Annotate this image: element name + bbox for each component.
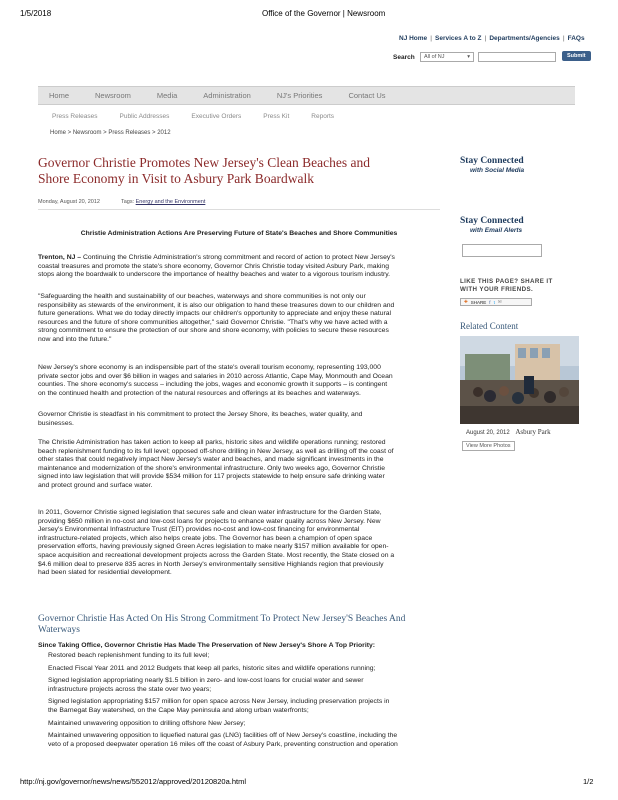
main-nav-administration[interactable]: Administration	[203, 91, 251, 100]
twitter-icon: t	[493, 299, 495, 305]
text-line: space acquisition and recreational development projects across the Garden State. Most recently, the State closed on a	[38, 551, 395, 559]
share-button[interactable]	[460, 298, 532, 306]
search-scope-value: All of NJ	[424, 54, 445, 60]
list-item	[48, 652, 448, 661]
text-line: businesses.	[38, 419, 74, 427]
list-lead: Since Taking Office, Governor Christie Has Made The Preservation of New Jersey's Shore A Top Priority:	[38, 642, 376, 649]
paragraph-6	[38, 509, 440, 578]
main-nav-newsroom[interactable]: Newsroom	[95, 91, 131, 100]
text-line: Enacted Fiscal Year 2011 and 2012 Budgets that keep all parks, historic sites and wildlife operations running;	[48, 664, 376, 672]
text-line: now and into the future."	[38, 335, 112, 343]
utility-nav: NJ Home | Services A to Z | Departments/Agencies | FAQs	[396, 35, 588, 42]
paragraph-1	[38, 254, 440, 280]
photo-place: Asbury Park	[515, 428, 551, 436]
heading-line: Waterways	[38, 625, 80, 635]
text-line: had been slated for residential development.	[38, 569, 172, 577]
text-line: preservation efforts, having previously signed Green Acres legislation to make nearly $157 million available for open-	[38, 543, 389, 551]
print-date: 1/5/2018	[20, 9, 52, 18]
print-title: Office of the Governor | Newsroom	[262, 9, 386, 18]
text-line: "Safeguarding the health and sustainability of our beaches, waterways and shore communities is not only our	[38, 293, 366, 300]
text-line: signed into law legislation that will provide $534 million for 117 projects statewide to help ensure safe drinking water	[38, 473, 385, 481]
text-line: Signed legislation appropriating nearly $1.5 billion in zero- and low-cost loans for crucial water and sewer	[48, 677, 364, 685]
main-nav-contact[interactable]: Contact Us	[348, 91, 386, 100]
title-line: Shore Economy in Visit to Asbury Park Boardwalk	[38, 171, 315, 186]
article-meta	[38, 199, 205, 205]
text-line: strong commitment to ensure the protection of our shore and shore economy, with policies to secure these resources	[38, 327, 389, 335]
share-prompt	[460, 278, 553, 294]
text-line: beach replenishment funding to its full level; opposed off-shore drilling in New Jersey, as well as drilling off the coast of	[38, 447, 394, 455]
boardwalk-photo	[460, 336, 579, 424]
related-photo[interactable]	[460, 336, 579, 424]
divider	[38, 209, 440, 210]
achievement-list	[48, 652, 448, 753]
text-line: Signed legislation appropriating $157 million for open space across New Jersey, including preservation projects in	[48, 698, 390, 706]
main-nav-priorities[interactable]: NJ's Priorities	[276, 91, 323, 100]
text-line: The Christie Administration has taken action to keep all parks, historic sites and wildlife operations running; restored	[38, 439, 386, 446]
tag-link[interactable]: Energy and the Environment	[135, 199, 206, 205]
text-line: Maintained unwavering opposition to liquefied natural gas (LNG) facilities off of New Jersey's coastline, including the	[48, 732, 398, 740]
text-line: Restored beach replenishment funding to its full level;	[48, 652, 210, 659]
breadcrumb[interactable]: Home > Newsroom > Press Releases > 2012	[50, 130, 171, 136]
text-line: Governor Christie is steadfast in his commitment to protect the Jersey Shore, its beaches, water quality, and	[38, 411, 363, 418]
title-line: Governor Christie Promotes New Jersey's Clean Beaches and	[38, 155, 370, 170]
section-heading	[38, 614, 478, 636]
text-line: future generations. What we do today directly impacts our children's opportunity to appreciate and enjoy these natural	[38, 310, 392, 318]
paragraph-5	[38, 439, 440, 491]
related-content-title: Related Content	[460, 321, 519, 331]
search-submit-button[interactable]: Submit	[562, 51, 591, 61]
text-line: responsibility as stewards of the environment, it is also our obligation to hand these treasures down to our children and	[38, 301, 395, 309]
dateline: Trenton, NJ –	[38, 254, 82, 261]
email-icon: ✉	[497, 299, 502, 304]
facebook-icon: f	[489, 299, 491, 305]
text-line: infrastructure-related projects, which also helps create jobs. The Governor has been a champion of open space	[38, 534, 373, 542]
main-nav-media[interactable]: Media	[156, 91, 178, 100]
text-line: Maintained unwavering opposition to drilling offshore New Jersey;	[48, 719, 246, 727]
text-line: In 2011, Governor Christie signed legislation that secures safe and clean water infrastructure for the Garden State,	[38, 509, 382, 516]
sub-nav-press-kit[interactable]: Press Kit	[263, 113, 290, 120]
text-line: resources and the future of shore communities altogether," said Governor Christie. "That's why we have acted with a	[38, 318, 388, 326]
main-nav	[38, 86, 575, 105]
stay-connected-social-title[interactable]: Stay Connected	[460, 156, 524, 166]
text-line: counties. The shore economy's success – including the jobs, wages and economic growth it supports – is contingent	[38, 381, 388, 389]
paragraph-4	[38, 411, 440, 428]
page-title	[38, 155, 438, 187]
nav-departments[interactable]: Departments/Agencies	[489, 35, 560, 42]
stay-connected-email-sub[interactable]: with Email Alerts	[470, 227, 523, 234]
text-line: infrastructure projects across the state over two years;	[48, 685, 212, 693]
page-url: http://nj.gov/governor/news/news/552012/approved/20120820a.html	[20, 777, 246, 786]
share-plus-icon: ✚	[464, 299, 468, 304]
text-line: other states that could negatively impact New Jersey's water and beaches, and made significant investments in the	[38, 456, 384, 464]
text-line: stops along the boardwalk to underscore the importance of healthy beaches and water to a vigorous tourism industry.	[38, 271, 391, 279]
text-line: coastal treasures and promote the state's shore economy, Governor Chris Christie today visited Asbury Park, making	[38, 262, 389, 270]
nav-nj-home[interactable]: NJ Home	[399, 35, 428, 42]
list-item	[48, 732, 448, 749]
text-line: veto of a proposed deepwater operation 16 miles off the coast of Asbury Park, preventing construction and operation	[48, 740, 398, 748]
text-line: $4.6 million deal to preserve 835 acres in North Jersey's environmentally sensitive Highlands region that previously	[38, 560, 384, 568]
photo-caption	[466, 428, 551, 436]
sub-nav-executive-orders[interactable]: Executive Orders	[191, 113, 242, 120]
text-line: private sector jobs and over $6 billion in wages and salaries in 2010 across Atlantic, Cape May, Monmouth and Ocean	[38, 372, 393, 380]
stay-connected-social-sub[interactable]: with Social Media	[470, 167, 525, 174]
share-label: SHARE	[470, 299, 487, 305]
chevron-down-icon: ▾	[467, 54, 470, 60]
list-item	[48, 698, 448, 715]
stay-connected-email-title[interactable]: Stay Connected	[460, 216, 524, 226]
article-subtitle: Christie Administration Actions Are Preserving Future of State's Beaches and Shore Communities	[80, 230, 398, 237]
article-date: Monday, August 20, 2012	[38, 199, 100, 205]
share-prompt-line: LIKE THIS PAGE? SHARE IT	[460, 278, 553, 285]
sub-nav-public-addresses[interactable]: Public Addresses	[119, 113, 170, 120]
sub-nav-reports[interactable]: Reports	[311, 113, 335, 120]
text-line: and protect ground and surface water.	[38, 481, 153, 489]
search-label: Search	[393, 54, 415, 61]
paragraph-3	[38, 364, 440, 398]
nav-services[interactable]: Services A to Z	[435, 35, 482, 42]
email-alert-input[interactable]	[462, 244, 542, 257]
nav-faqs[interactable]: FAQs	[567, 35, 585, 42]
sub-nav-press-releases[interactable]: Press Releases	[52, 113, 98, 120]
text-line: New Jersey's shore economy is an indispensible part of the state's overall tourism economy, representing 193,000	[38, 364, 381, 371]
view-more-photos-button[interactable]: View More Photos	[462, 441, 515, 451]
sub-nav	[41, 113, 345, 120]
list-item	[48, 677, 448, 694]
text-line: the Barnegat Bay watershed, on the Cape May peninsula and along urban waterfronts;	[48, 706, 309, 714]
paragraph-2	[38, 293, 440, 345]
text-line: Continuing the Christie Administration's strong commitment and record of action to protect New Jersey's	[81, 254, 395, 261]
page-number: 1/2	[583, 777, 594, 786]
text-line: providing $650 million in no-cost and low-cost loans for projects to enhance water quality across New Jersey. New	[38, 517, 381, 525]
tags-label: Tags:	[120, 199, 135, 205]
text-line: on the continued health and protection of the natural resources and offerings at its beaches and waterways.	[38, 389, 361, 397]
list-item	[48, 665, 448, 674]
share-prompt-line: WITH YOUR FRIENDS.	[460, 286, 534, 293]
search-scope-select[interactable]	[420, 52, 474, 62]
main-nav-home[interactable]: Home	[49, 91, 70, 100]
text-line: maintenance and modernization of the shore's environmental infrastructure. Only two weeks ago, Governor Christie	[38, 464, 385, 472]
text-line: Jersey's Environmental Infrastructure Trust (EIT) provides no-cost and low-cost financing for environmental	[38, 526, 360, 534]
heading-line: Governor Christie Has Acted On His Strong Commitment To Protect New Jersey'S Beaches And	[38, 614, 406, 624]
list-item	[48, 720, 448, 729]
search-input[interactable]	[478, 52, 556, 62]
photo-date: August 20, 2012	[466, 430, 510, 436]
